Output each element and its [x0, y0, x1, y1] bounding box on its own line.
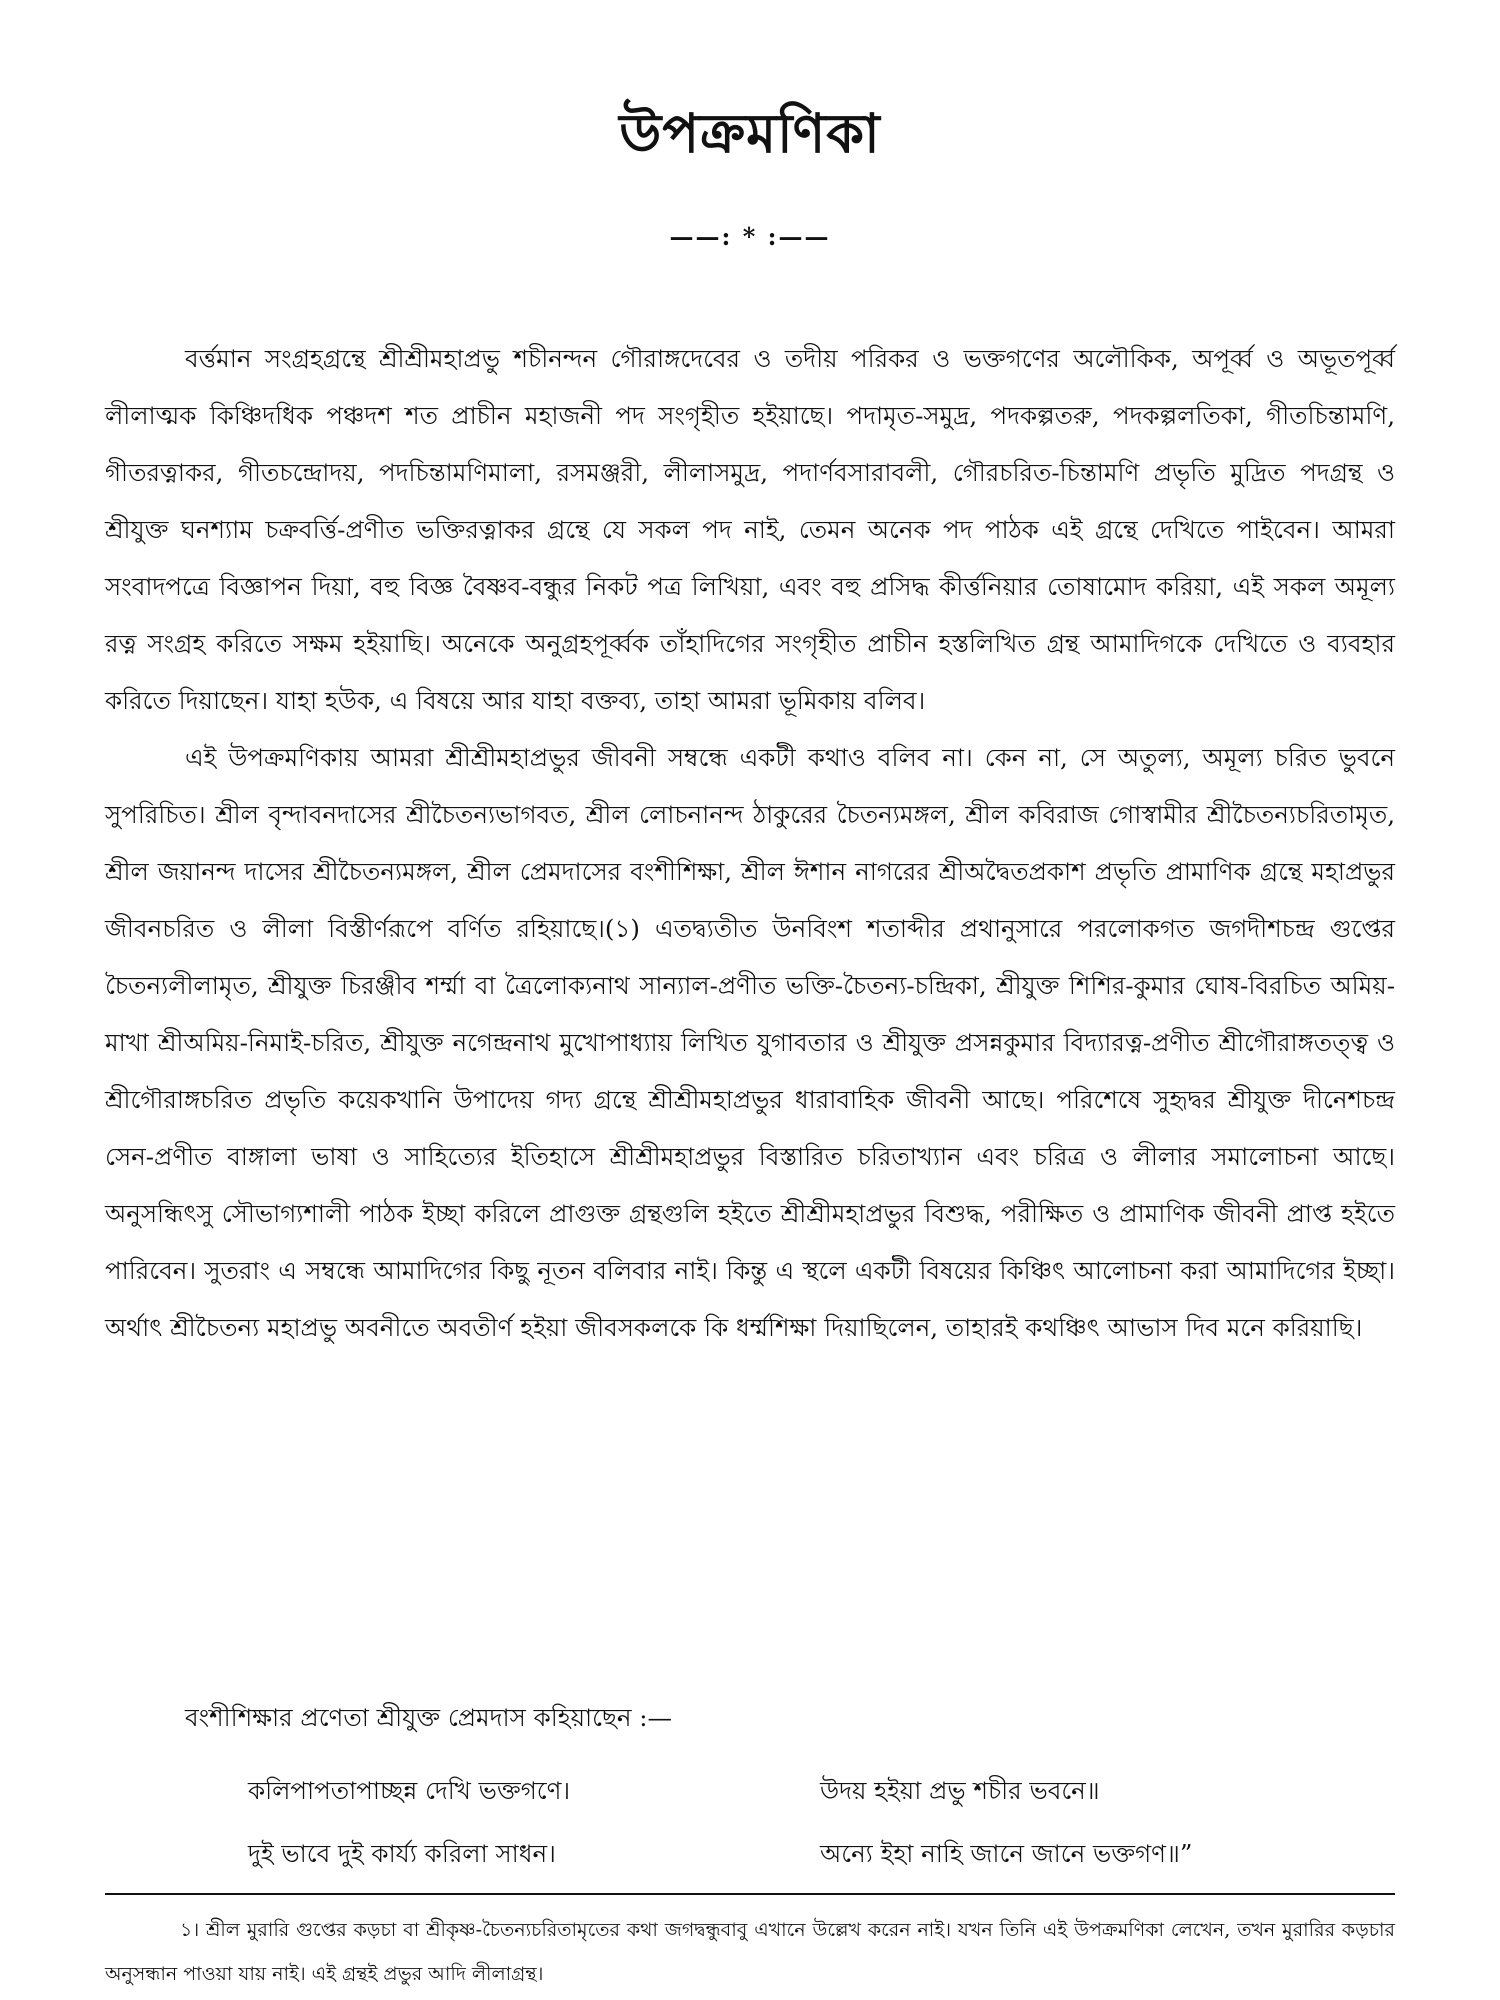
page-title: উপক্রমণিকা — [619, 101, 881, 165]
verse-1-right: উদয় হইয়া প্রভু শচীর ভবনে॥ — [820, 1776, 1100, 1805]
paragraph-2: এই উপক্রমণিকায় আমরা শ্রীশ্রীমহাপ্রভুর জীবনী সম্বন্ধে একটী কথাও বলিব না। কেন না, সে অতুল্য, অমূল্য চরিত ভুবনে সুপরিচিত। শ্রীল বৃন্দাবনদাসের শ্রীচৈতন্যভাগবত, শ্রীল লোচনানন্দ ঠাকুরের চৈতন্যমঙ্গল, শ্রীল কবিরাজ গোস্বামীর শ্রীচৈতন্যচরিতামৃত, শ্রীল জয়ানন্দ দাসের শ্রীচৈতন্যমঙ্গল, শ্রীল প্রেমদাসের বংশীশিক্ষা, শ্রীল ঈশান নাগরের শ্রীঅদ্বৈতপ্রকাশ প্রভৃতি প্রামাণিক গ্রন্থে মহাপ্রভুর জীবনচরিত ও লীলা বিস্তীর্ণরূপে বর্ণিত রহিয়াছে।(১) এতদ্ব্যতীত উনবিংশ শতাব্দীর প্রথানুসারে পরলোকগত জগদীশচন্দ্র গুপ্তের চৈতন্যলীলামৃত, শ্রীযুক্ত চিরঞ্জীব শর্ম্মা বা ত্রৈলোক্যনাথ সান্যাল-প্রণীত ভক্তি-চৈতন্য-চন্দ্রিকা, শ্রীযুক্ত শিশির-কুমার ঘোষ-বিরচিত অমিয়-মাখা শ্রীঅমিয়-নিমাই-চরিত, শ্রীযুক্ত নগেন্দ্রনাথ মুখোপাধ্যায় লিখিত যুগাবতার ও শ্রীযুক্ত প্রসন্নকুমার বিদ্যারত্ন-প্রণীত শ্রীগৌরাঙ্গতত্ত্ব ও শ্রীগৌরাঙ্গচরিত প্রভৃতি কয়েকখানি উপাদেয় গদ্য গ্রন্থে শ্রীশ্রীমহাপ্রভুর ধারাবাহিক জীবনী আছে। পরিশেষে সুহৃদ্বর শ্রীযুক্ত দীনেশচন্দ্র সেন-প্রণীত বাঙ্গালা ভাষা ও সাহিত্যের ইতিহাসে শ্রীশ্রীমহাপ্রভুর বিস্তারিত চরিতাখ্যান এবং চরিত্র ও লীলার সমালোচনা আছে। অনুসন্ধিৎসু সৌভাগ্যশালী পাঠক ইচ্ছা করিলে প্রাগুক্ত গ্রন্থগুলি হইতে শ্রীশ্রীমহাপ্রভুর বিশুদ্ধ, পরীক্ষিত ও প্রামাণিক জীবনী প্রাপ্ত হইতে পারিবেন। সুতরাং এ সম্বন্ধে আমাদিগের কিছু নূতন বলিবার নাই। কিন্তু এ স্থলে একটী বিষয়ের কিঞ্চিৎ আলোচনা করা আমাদিগের ইচ্ছা। অর্থাৎ শ্রীচৈতন্য মহাপ্রভু অবনীতে অবতীর্ণ হইয়া জীবসকলকে কি ধর্ম্মশিক্ষা দিয়াছিলেন, তাহারই কথঞ্চিৎ আভাস দিব মনে করিয়াছি। — [105, 743, 1395, 1342]
ornamental-divider: ——: * :—— — [669, 222, 831, 251]
body-text — [105, 330, 1395, 1356]
quote-intro: বংশীশিক্ষার প্রণেতা শ্রীযুক্ত প্রেমদাস কহিয়াছেন :— — [185, 1703, 673, 1732]
footnote — [105, 1908, 1395, 1996]
footnote-text: ১। শ্রীল মুরারি গুপ্তের কড়চা বা শ্রীকৃষ্ণ-চৈতন্যচরিতামৃতের কথা জগদ্বন্ধুবাবু এখানে উল্লেখ করেন নাই। যখন তিনি এই উপক্রমণিকা লেখেন, তখন মুরারির কড়চার অনুসন্ধান পাওয়া যায় নাই। এই গ্রন্থই প্রভুর আদি লীলাগ্রন্থ। — [105, 1919, 1395, 1985]
verse-2-right: অন্যে ইহা নাহি জানে জানে ভক্তগণ॥” — [820, 1839, 1193, 1868]
verse-2-left: দুই ভাবে দুই কার্য্য করিলা সাধন। — [248, 1839, 556, 1868]
paragraph-1: বর্ত্তমান সংগ্রহগ্রন্থে শ্রীশ্রীমহাপ্রভু শচীনন্দন গৌরাঙ্গদেবের ও তদীয় পরিকর ও ভক্তগণের অলৌকিক, অপূর্ব্ব ও অভূতপূর্ব্ব লীলাত্মক কিঞ্চিদধিক পঞ্চদশ শত প্রাচীন মহাজনী পদ সংগৃহীত হইয়াছে। পদামৃত-সমুদ্র, পদকল্পতরু, পদকল্পলতিকা, গীতচিন্তামণি, গীতরত্নাকর, গীতচন্দ্রোদয়, পদচিন্তামণিমালা, রসমঞ্জরী, লীলাসমুদ্র, পদার্ণবসারাবলী, গৌরচরিত-চিন্তামণি প্রভৃতি মুদ্রিত পদগ্রন্থ ও শ্রীযুক্ত ঘনশ্যাম চক্রবর্ত্তি-প্রণীত ভক্তিরত্নাকর গ্রন্থে যে সকল পদ নাই, তেমন অনেক পদ পাঠক এই গ্রন্থে দেখিতে পাইবেন। আমরা সংবাদপত্রে বিজ্ঞাপন দিয়া, বহু বিজ্ঞ বৈষ্ণব-বন্ধুর নিকট পত্র লিখিয়া, এবং বহু প্রসিদ্ধ কীর্ত্তনিয়ার তোষামোদ করিয়া, এই সকল অমূল্য রত্ন সংগ্রহ করিতে সক্ষম হইয়াছি। অনেকে অনুগ্রহপূর্ব্বক তাঁহাদিগের সংগৃহীত প্রাচীন হস্তলিখিত গ্রন্থ আমাদিগকে দেখিতে ও ব্যবহার করিতে দিয়াছেন। যাহা হউক, এ বিষয়ে আর যাহা বক্তব্য, তাহা আমরা ভূমিকায় বলিব। — [105, 344, 1395, 715]
verse-1-left: কলিপাপতাপাচ্ছন্ন দেখি ভক্তগণে। — [248, 1776, 571, 1805]
footnote-divider — [105, 1893, 1395, 1895]
